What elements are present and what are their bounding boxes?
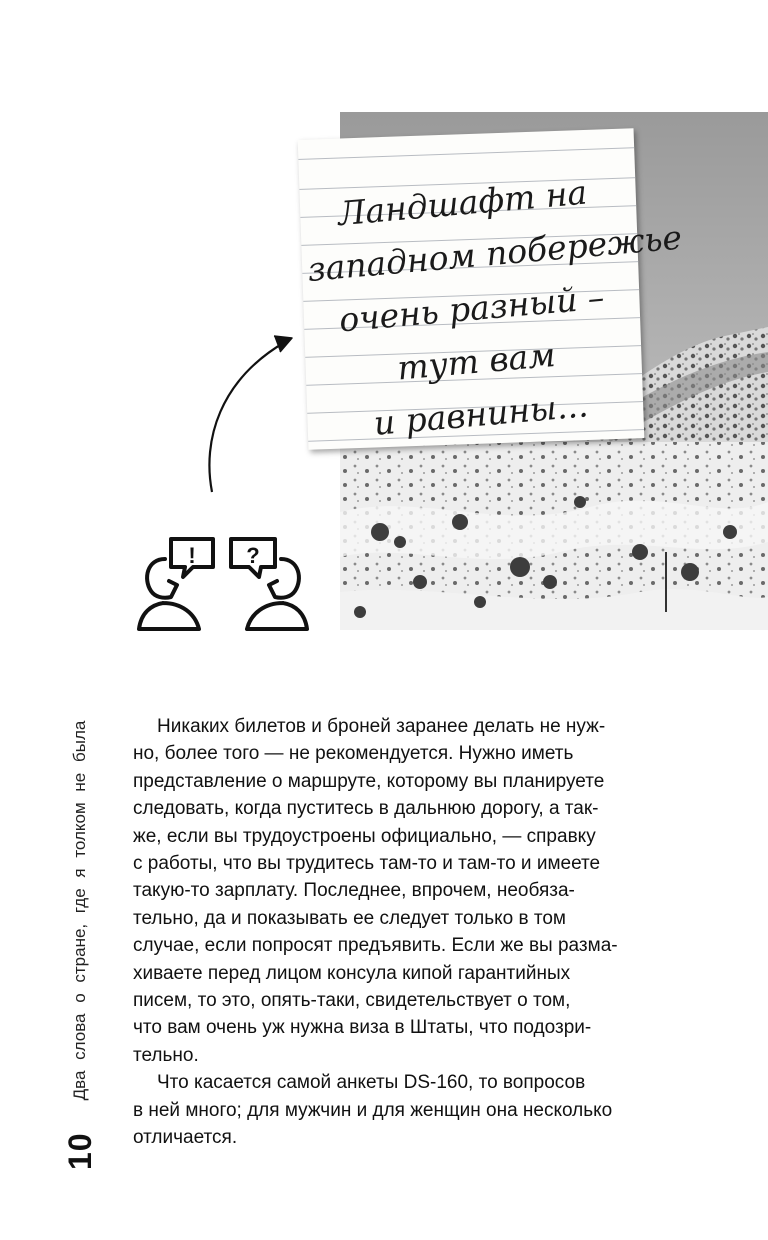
- text-line: такую-то зарплату. Последнее, впрочем, необяза-: [133, 880, 575, 902]
- text-line: но, более того — не рекомендуется. Нужно иметь: [133, 743, 574, 765]
- body-text: [133, 713, 653, 1152]
- note-line: очень разный –: [337, 277, 606, 340]
- text-line: Что касается самой анкеты DS-160, то вопросов: [157, 1072, 586, 1094]
- text-line: писем, то это, опять-таки, свидетельствует о том,: [133, 990, 571, 1012]
- curved-arrow-icon: [200, 330, 310, 500]
- text-line: следовать, когда пуститесь в дальнюю дорогу, а так-: [133, 798, 599, 820]
- paragraph: [133, 713, 653, 1069]
- note-text: [301, 163, 684, 455]
- page-sidebar: [64, 721, 96, 1170]
- text-line: что вам очень уж нужна виза в Штаты, что подозри-: [133, 1017, 592, 1039]
- text-line: Никаких билетов и броней заранее делать не нуж-: [157, 716, 606, 737]
- note-line: и равнины...: [372, 385, 590, 443]
- text-line: случае, если попросят предъявить. Если же вы размa-: [133, 935, 618, 957]
- text-line: же, если вы трудоустроены официально, — справку: [133, 825, 596, 847]
- text-line: тельно, да и показывать ее следует только в том: [133, 907, 566, 929]
- text-line: представление о маршруте, которому вы планируете: [133, 770, 605, 792]
- people-conversation-icon: [135, 535, 310, 633]
- running-title: Два слова о стране, где я толком не была: [70, 720, 89, 1101]
- text-line: хиваете перед лицом консула кипой гарантийных: [133, 962, 571, 984]
- exclamation-mark: !: [188, 543, 196, 568]
- question-mark: ?: [246, 543, 260, 568]
- handwritten-note: [298, 128, 684, 450]
- text-line: в ней много; для мужчин и для женщин она несколько: [133, 1099, 613, 1121]
- note-line: западном побережье: [305, 217, 684, 290]
- paragraph: [133, 1069, 653, 1151]
- text-line: с работы, что вы трудитесь там-то и там-то и имеете: [133, 853, 601, 875]
- text-line: отличается.: [133, 1127, 238, 1149]
- note-line: Ландшафт на: [336, 172, 589, 234]
- note-line: тут вам: [395, 334, 557, 388]
- page-number: 10: [62, 1132, 98, 1170]
- text-line: тельно.: [133, 1044, 199, 1066]
